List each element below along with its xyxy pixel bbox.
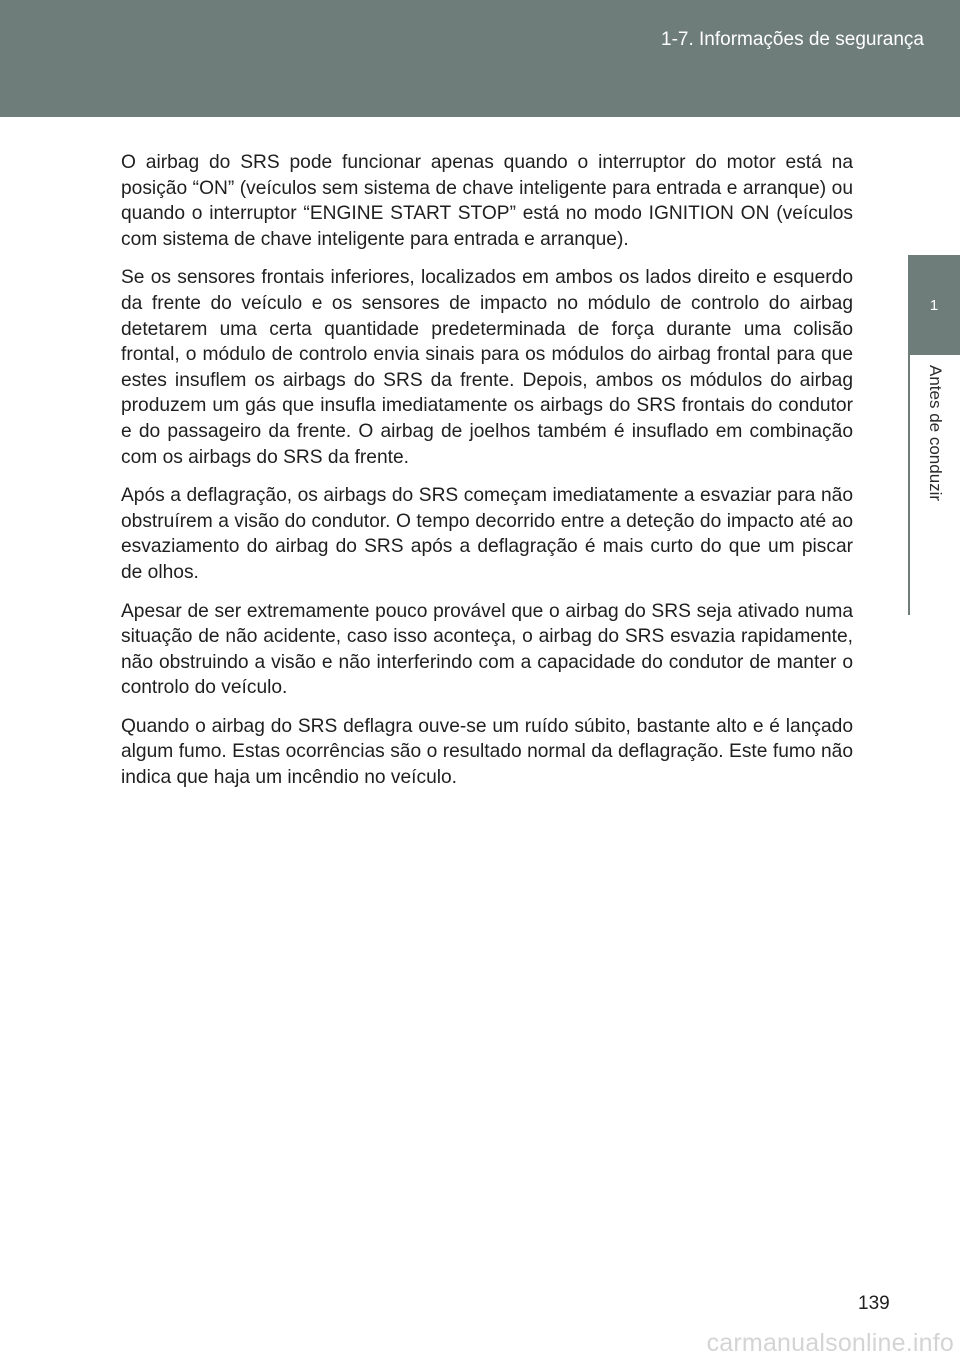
chapter-tab-label (908, 355, 960, 615)
chapter-tab-label-text: Antes de conduzir (926, 365, 945, 502)
section-title: 1-7. Informações de segurança (661, 29, 924, 50)
watermark: carmanualsonline.info (706, 1329, 954, 1357)
body-text (121, 150, 853, 804)
paragraph: O airbag do SRS pode funcionar apenas quando o interruptor do motor está na posição “ON” (veículos sem sistema de chave inteligente para entrada e arranque) ou quando o interruptor “ENGINE START STOP” está no modo IGNITION ON (veículos com sistema de chave inteligente para entrada e arranque). (121, 152, 853, 250)
paragraph: Após a deflagração, os airbags do SRS começam imediatamente a esvaziar para não obstruírem a visão do condutor. O tempo decorrido entre a deteção do impacto até ao esvaziamento do airbag do SRS após a deflagração é mais curto do que um piscar de olhos. (121, 485, 853, 583)
page-number: 139 (858, 1293, 890, 1314)
header-bar (0, 0, 960, 117)
paragraph: Quando o airbag do SRS deflagra ouve-se um ruído súbito, bastante alto e é lançado algum fumo. Estas ocorrências são o resultado normal da deflagração. Este fumo não indica que haja um incêndio no veículo. (121, 715, 853, 789)
paragraph: Apesar de ser extremamente pouco provável que o airbag do SRS seja ativado numa situação de não acidente, caso isso aconteça, o airbag do SRS esvazia rapidamente, não obstruindo a visão e não interferindo com a capacidade do condutor de manter o controlo do veículo. (121, 600, 853, 699)
paragraph: Se os sensores frontais inferiores, localizados em ambos os lados direito e esquerdo da frente do veículo e os sensores de impacto no módulo de controlo do airbag detetarem uma certa quantidade predeterminada de força durante uma colisão frontal, o módulo de controlo envia sinais para os módulos do airbag frontal para que estes insuflem os airbags do SRS da frente. Depois, ambos os módulos do airbag produzem um gás que insufla imediatamente os airbags do SRS frontais do condutor e do passageiro da frente. O airbag de joelhos também é insuflado em combinação com os airbags do SRS da frente. (121, 267, 853, 468)
chapter-tab-number: 1 (908, 255, 960, 355)
